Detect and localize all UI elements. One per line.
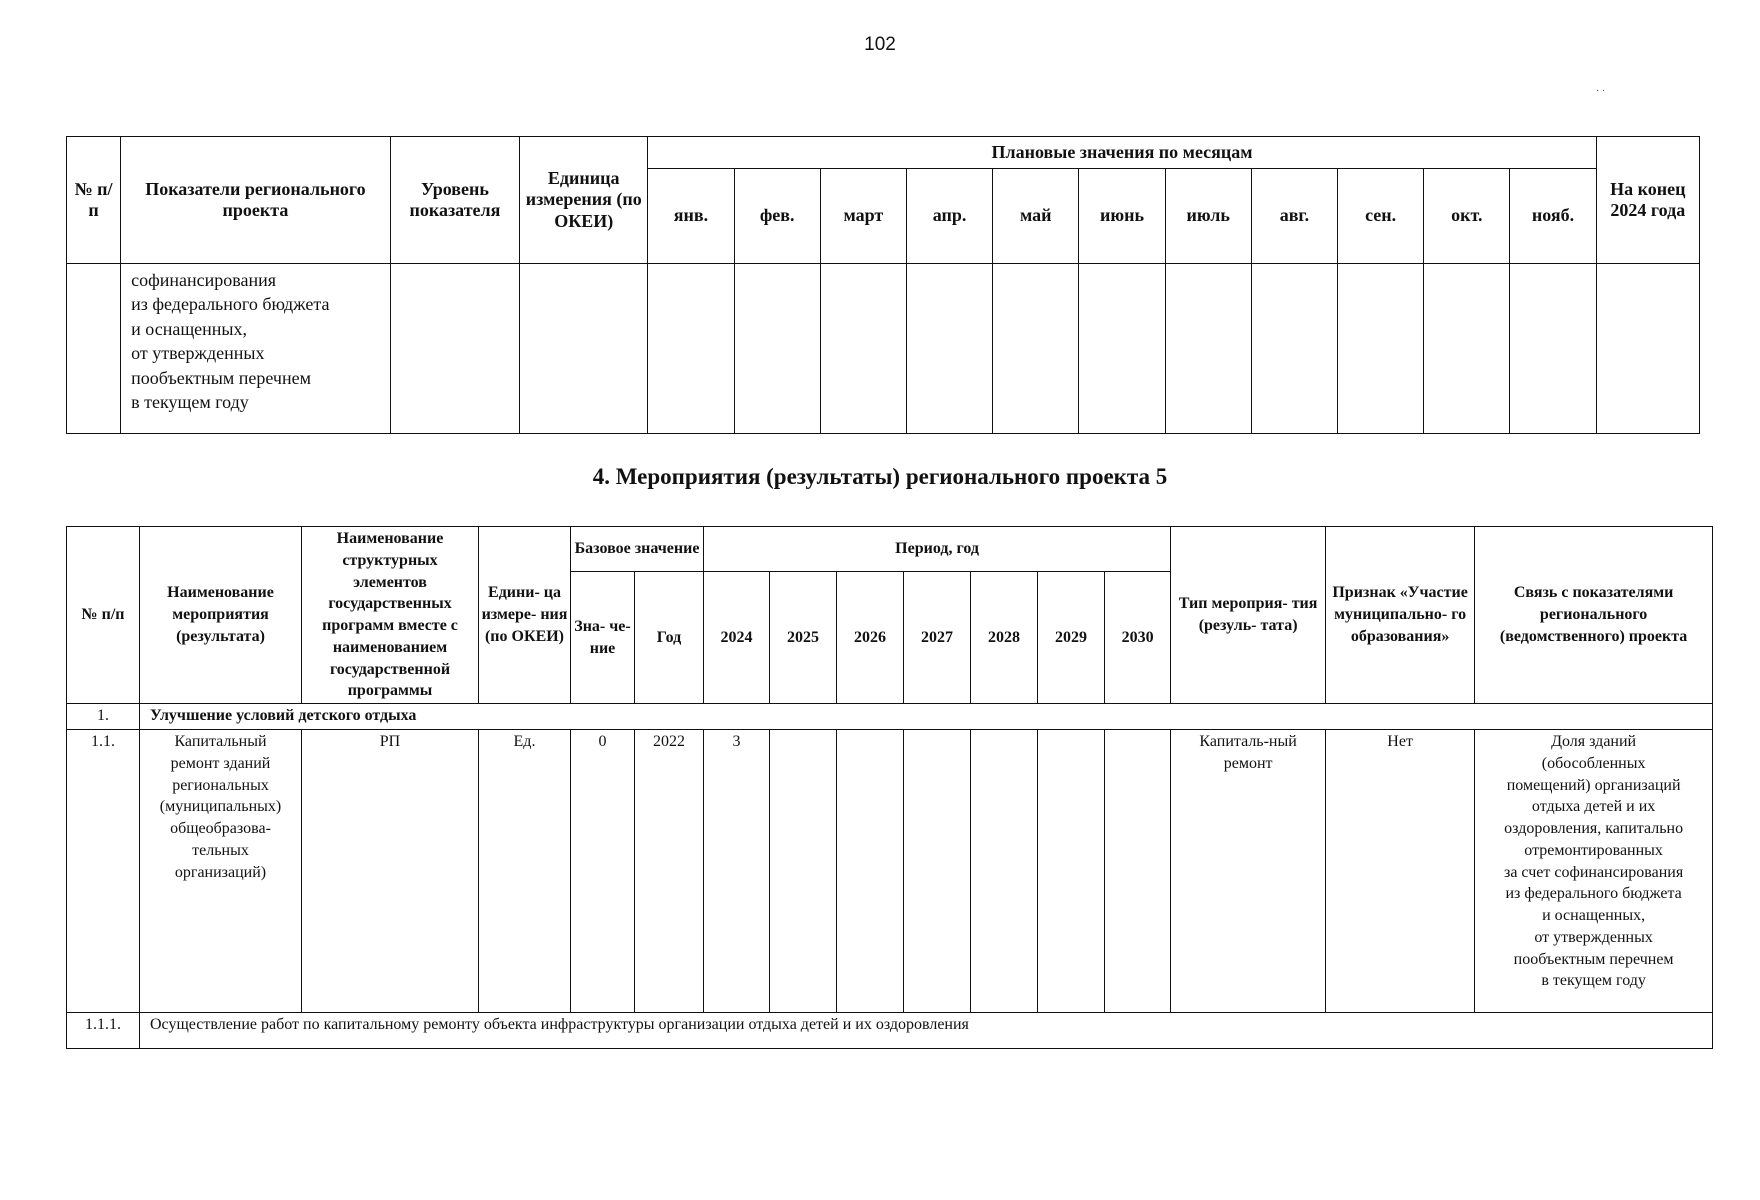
monthly-plan-table — [66, 136, 1700, 434]
cell-empty — [1165, 264, 1251, 434]
header-unit: Едини- ца измере- ния (по ОКЕИ) — [479, 527, 571, 704]
cell-empty — [520, 264, 648, 434]
cell-empty — [1251, 264, 1337, 434]
text-line: организаций) — [174, 863, 267, 881]
cell-empty — [906, 264, 992, 434]
item-year-value — [1105, 730, 1171, 1013]
section-row-num: 1. — [67, 704, 140, 730]
text-line: (муниципальных) — [159, 798, 282, 816]
month-header: март — [820, 169, 906, 264]
text-line: и оснащенных, — [1542, 907, 1646, 924]
text-line: (обособленных — [1541, 754, 1646, 772]
sub-row — [67, 1013, 1713, 1049]
item-name — [140, 730, 302, 1013]
cell-empty — [390, 264, 519, 434]
item-unit: Ед. — [479, 730, 571, 1013]
header-municipal: Признак «Участие муниципально- го образования» — [1326, 527, 1475, 704]
text-line: отдыха детей и их — [1531, 798, 1656, 816]
month-header: янв. — [648, 169, 734, 264]
month-header: фев. — [734, 169, 820, 264]
month-header: июль — [1165, 169, 1251, 264]
header-unit: Единица измерения (по ОКЕИ) — [520, 137, 648, 264]
header-link: Связь с показателями регионального (ведомственного) проекта — [1475, 527, 1713, 704]
text-line: из федерального бюджета — [131, 294, 330, 315]
header-end-of-year: На конец 2024 года — [1596, 137, 1699, 264]
header-structural: Наименование структурных элементов государственных программ вместе с наименованием государственной программы — [302, 527, 479, 704]
cell-empty — [1596, 264, 1699, 434]
item-link — [1475, 730, 1713, 1013]
month-header: апр. — [906, 169, 992, 264]
text-line: из федерального бюджета — [1505, 885, 1682, 903]
text-line: Доля зданий — [1551, 733, 1637, 750]
month-header: июнь — [1079, 169, 1165, 264]
text-line: за счет софинансирования — [1504, 863, 1684, 881]
header-base-value: Зна- че- ние — [571, 572, 635, 704]
header-monthly: Плановые значения по месяцам — [648, 137, 1596, 169]
header-num: № п/п — [67, 137, 121, 264]
item-year-value — [837, 730, 904, 1013]
header-indicators: Показатели регионального проекта — [121, 137, 391, 264]
header-name: Наименование мероприятия (результата) — [140, 527, 302, 704]
text-line: от утвержденных — [131, 343, 265, 364]
item-base-value: 0 — [571, 730, 635, 1013]
header-base-year: Год — [635, 572, 704, 704]
year-header: 2027 — [904, 572, 971, 704]
section-row — [67, 704, 1713, 730]
item-num: 1.1. — [67, 730, 140, 1013]
year-header: 2030 — [1105, 572, 1171, 704]
text-line: в текущем году — [1541, 972, 1646, 990]
year-header: 2025 — [770, 572, 837, 704]
page-number: 102 — [864, 34, 896, 55]
text-line: Капитальный — [174, 733, 267, 750]
text-line: от утвержденных — [1534, 928, 1653, 946]
header-num: № п/п — [67, 527, 140, 704]
cell-empty — [648, 264, 734, 434]
month-header: окт. — [1424, 169, 1510, 264]
text-line: общеобразова- — [170, 820, 271, 837]
text-line: тельных — [192, 841, 249, 859]
header-type: Тип мероприя- тия (резуль- тата) — [1171, 527, 1326, 704]
month-header: нояб. — [1510, 169, 1596, 264]
cell-empty — [67, 264, 121, 434]
table-row — [67, 730, 1713, 1013]
text-line: оздоровления, капитально — [1504, 820, 1684, 837]
text-line: отремонтированных — [1524, 841, 1663, 859]
text-line: ремонт зданий — [170, 754, 271, 772]
sub-row-num: 1.1.1. — [67, 1013, 140, 1049]
cell-empty — [1424, 264, 1510, 434]
text-line: и оснащенных, — [131, 318, 248, 339]
cell-empty — [993, 264, 1079, 434]
item-type: Капиталь-ный ремонт — [1171, 730, 1326, 1013]
cell-empty — [1510, 264, 1596, 434]
item-year-value — [904, 730, 971, 1013]
item-year-value — [971, 730, 1038, 1013]
cell-empty — [734, 264, 820, 434]
table-row — [67, 264, 1700, 434]
text-line: пообъектным перечнем — [131, 367, 311, 388]
text-line: софинансирования — [131, 270, 277, 290]
cell-empty — [1079, 264, 1165, 434]
section-title: 4. Мероприятия (результаты) регионального проекта 5 — [592, 464, 1168, 489]
month-header: сен. — [1338, 169, 1424, 264]
year-header: 2026 — [837, 572, 904, 704]
header-period: Период, год — [704, 527, 1171, 572]
year-header: 2024 — [704, 572, 770, 704]
item-year-value — [1038, 730, 1105, 1013]
month-header: авг. — [1251, 169, 1337, 264]
header-base: Базовое значение — [571, 527, 704, 572]
measures-table — [66, 526, 1713, 1049]
cell-empty — [1338, 264, 1424, 434]
section-row-title: Улучшение условий детского отдыха — [140, 704, 1713, 730]
header-level: Уровень показателя — [390, 137, 519, 264]
month-header: май — [993, 169, 1079, 264]
sub-row-text: Осуществление работ по капитальному ремонту объекта инфраструктуры организации отдыха детей и их оздоровления — [140, 1013, 1713, 1049]
indicator-continuation — [121, 264, 391, 434]
item-municipal: Нет — [1326, 730, 1475, 1013]
text-line: региональных — [172, 776, 269, 794]
item-structural: РП — [302, 730, 479, 1013]
text-line: помещений) организаций — [1506, 776, 1681, 794]
year-header: 2028 — [971, 572, 1038, 704]
scan-speck: · · — [1596, 86, 1606, 97]
item-year-value — [770, 730, 837, 1013]
item-base-year: 2022 — [635, 730, 704, 1013]
cell-empty — [820, 264, 906, 434]
item-year-value: 3 — [704, 730, 770, 1013]
text-line: пообъектным перечнем — [1513, 950, 1674, 968]
year-header: 2029 — [1038, 572, 1105, 704]
text-line: в текущем году — [131, 392, 249, 413]
